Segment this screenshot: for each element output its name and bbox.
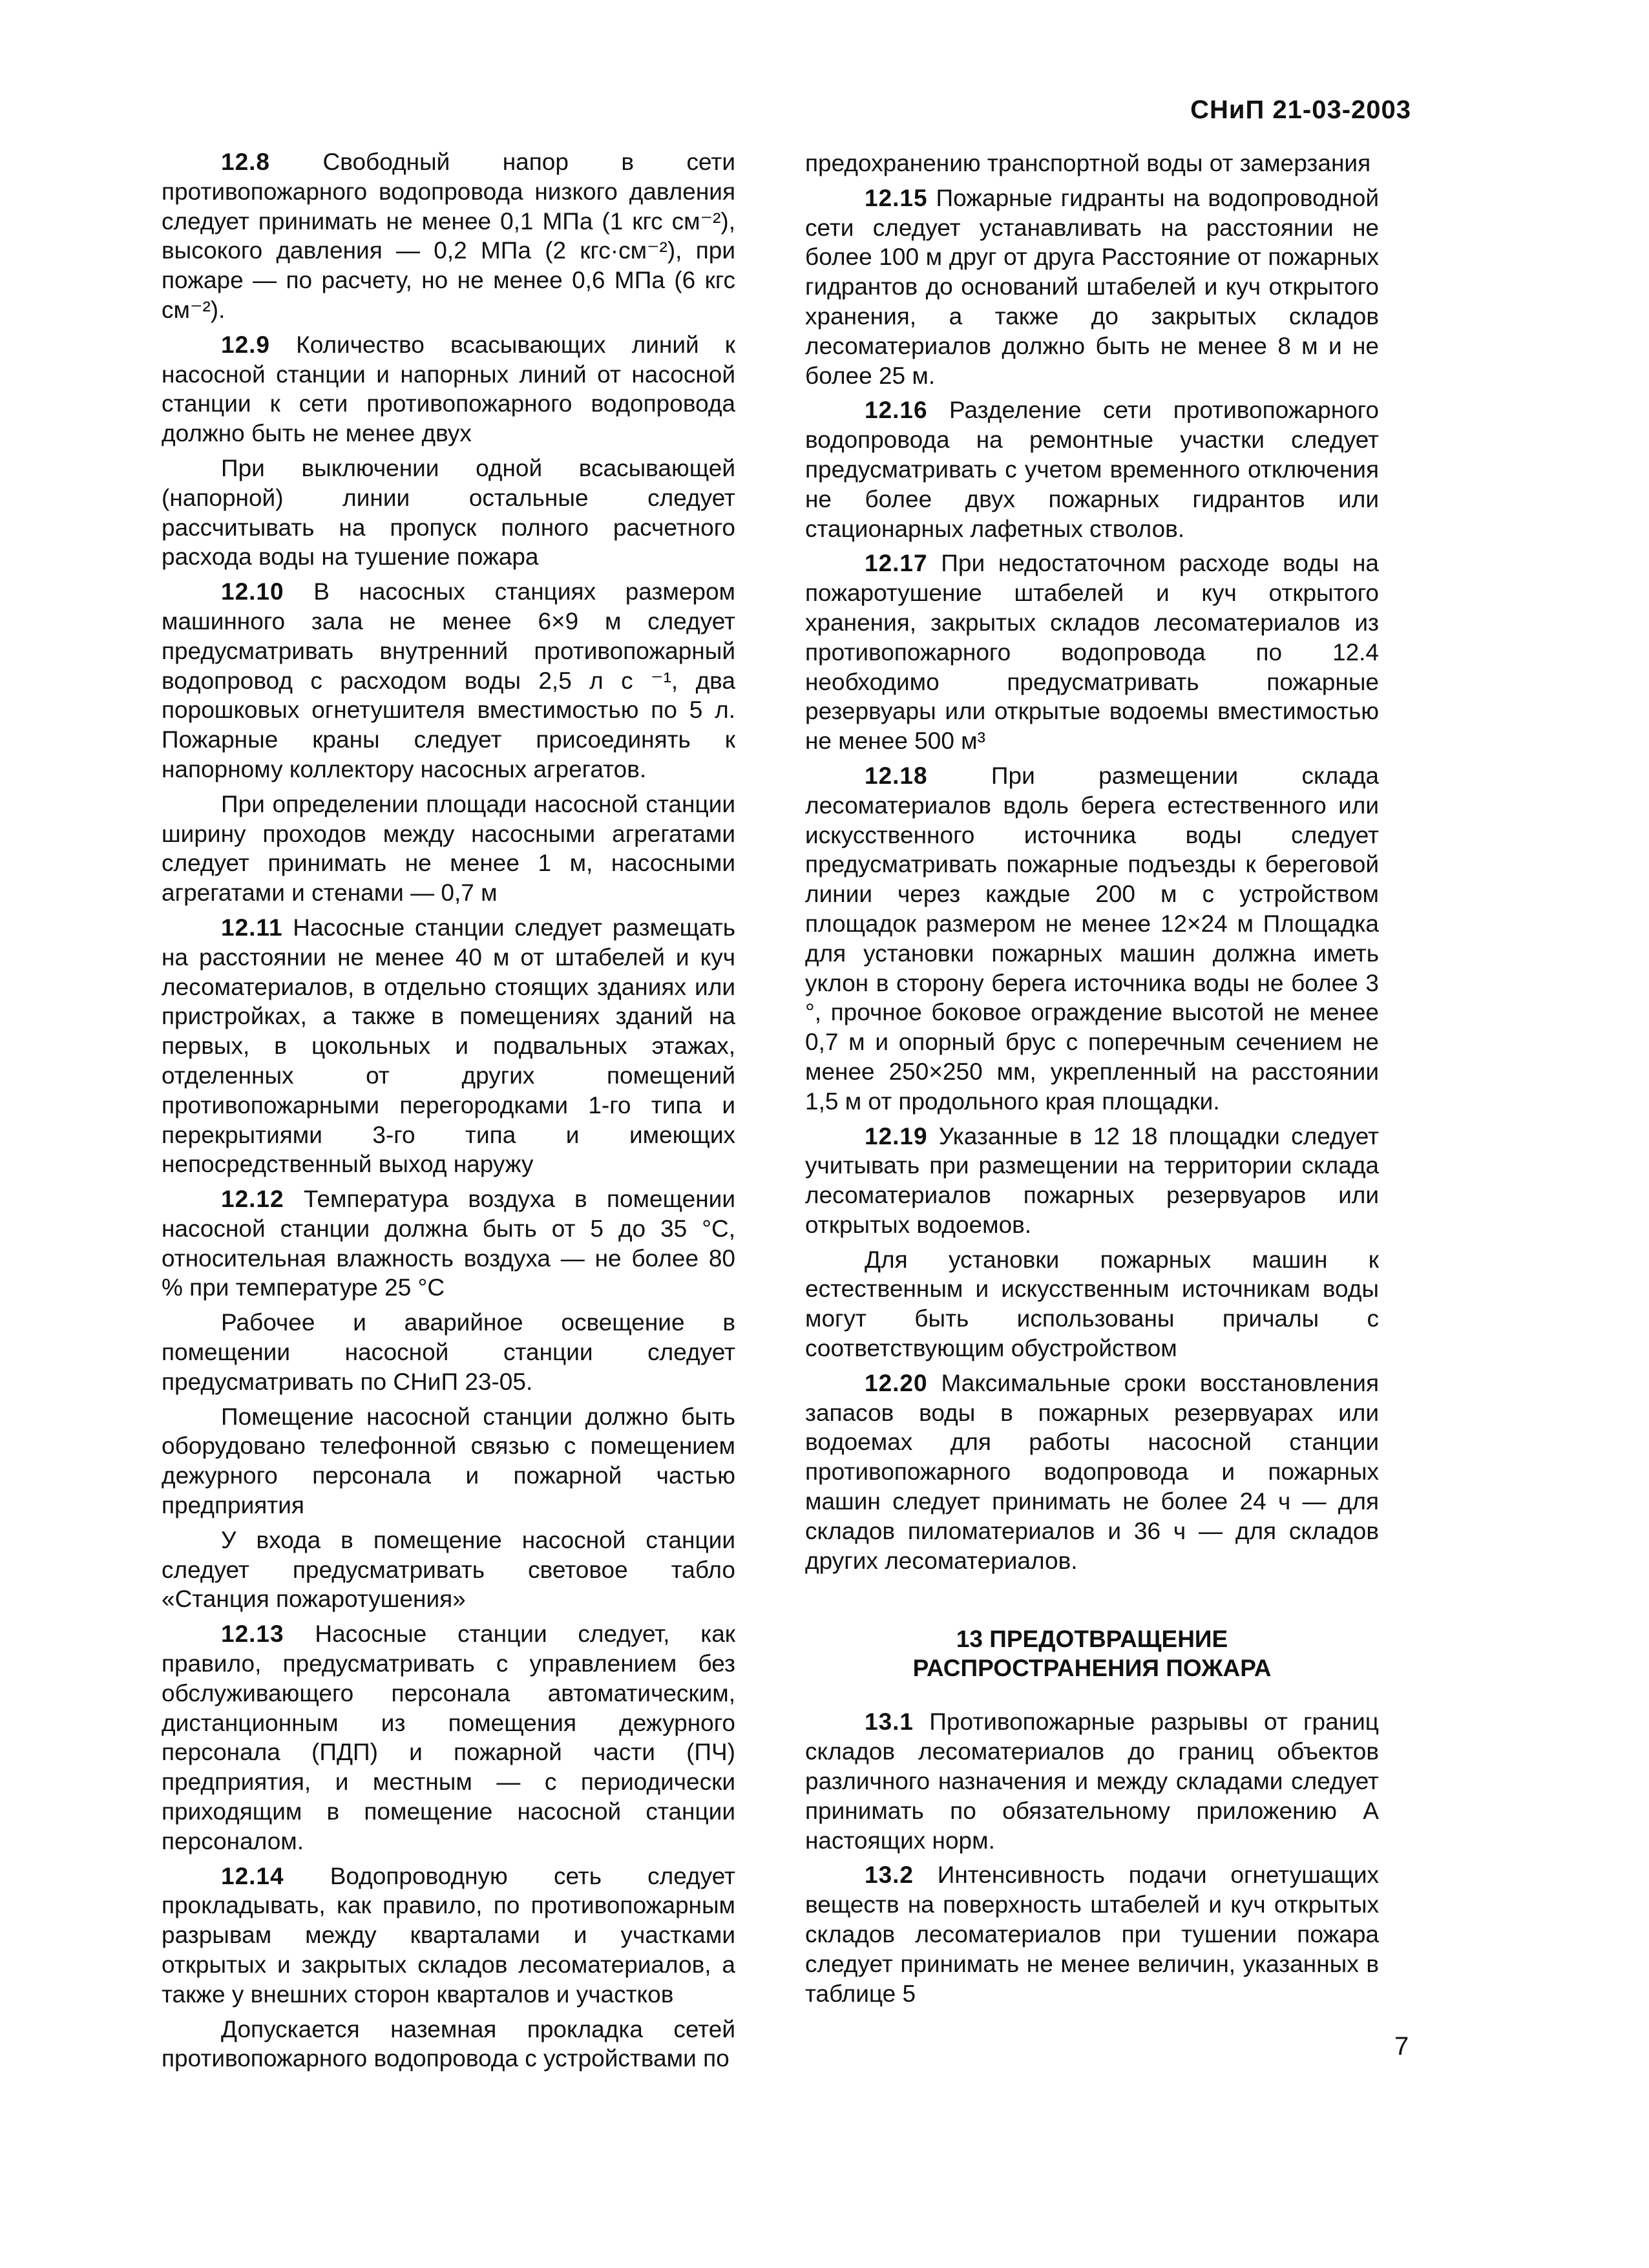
paragraph <box>162 790 735 908</box>
paragraph-text: Указанные в 12 18 площадки следует учитывать при размещении на территории склада лесоматериалов пожарных резервуаров или открытых водоемов. <box>805 1122 1379 1238</box>
page-number: 7 <box>1394 2032 1409 2061</box>
section-heading-13 <box>805 1624 1379 1683</box>
paragraph <box>805 761 1379 1117</box>
clause-number: 12.15 <box>865 184 928 211</box>
paragraph-text: Разделение сети противопожарного водопровода на ремонтные участки следует предусматривать с учетом временного отключения не более двух пожарных гидрантов или стационарных лафетных стволов. <box>805 397 1379 542</box>
clause-number: 12.14 <box>221 1862 284 1889</box>
paragraph-text: При недостаточном расходе воды на пожаротушение штабелей и куч открытого хранения, закрытых складов лесоматериалов из противопожарного водопровода по 12.4 необходимо предусматривать пожарные резервуары или открытые водоемы вместимостью не менее 500 м³ <box>805 550 1379 755</box>
paragraph-text: При размещении склада лесоматериалов вдоль берега естественного или искусственного источника воды следует предусматривать пожарные подъезды к береговой линии через каждые 200 м с устройством площадок размером не менее 12×24 м Площадка для установки пожарных машин должна иметь уклон в сторону берега источника воды не более 3 °, прочное боковое ограждение высотой не менее 0,7 м и опорный брус с поперечным сечением не менее 250×250 мм, укрепленный на расстоянии 1,5 м от продольного края площадки. <box>805 762 1379 1115</box>
paragraph-text: Насосные станции следует размещать на расстоянии не менее 40 м от штабелей и куч лесоматериалов, в отдельно стоящих зданиях или пристройках, а также в помещениях зданий на первых, в цокольных и подвальных этажах, отделенных от других помещений противопожарными перегородками 1-го типа и перекрытиями 3-го типа и имеющих непосредственный выход наружу <box>162 914 735 1178</box>
clause-number: 12.18 <box>865 762 928 789</box>
paragraph <box>162 454 735 572</box>
paragraph <box>805 1369 1379 1576</box>
paragraph <box>162 2015 735 2074</box>
paragraph <box>162 913 735 1179</box>
paragraph-text: Свободный напор в сети противопожарного водопровода низкого давления следует принимать не менее 0,1 МПа (1 кгс см⁻²), высокого давления — 0,2 МПа (2 кгс·см⁻²), при пожаре — по расчету, но не менее 0,6 МПа (6 кгс см⁻²). <box>162 149 735 323</box>
clause-number: 13.1 <box>865 1708 914 1736</box>
paragraph-text: При выключении одной всасывающей (напорной) линии остальные следует рассчитывать на пропуск полного расчетного расхода воды на тушение пожара <box>162 454 735 571</box>
paragraph-text: Противопожарные разрывы от границ складов лесоматериалов до границ объектов различного назначения и между складами следует принимать по обязательному приложению А настоящих норм. <box>805 1708 1379 1854</box>
clause-number: 12.8 <box>221 149 271 175</box>
paragraph <box>162 577 735 784</box>
paragraph <box>162 1308 735 1396</box>
paragraph-text: В насосных станциях размером машинного зала не менее 6×9 м следует предусматривать внутренний противопожарный водопровод с расходом воды 2,5 л с ⁻¹, два порошковых огнетушителя вместимостью по 5 л. Пожарные краны следует присоединять к напорному коллектору насосных агрегатов. <box>162 578 735 782</box>
clause-number: 12.11 <box>221 914 283 941</box>
clause-number: 12.12 <box>221 1186 284 1213</box>
clause-number: 13.2 <box>865 1862 914 1889</box>
paragraph-text: Количество всасывающих линий к насосной станции и напорных линий от насосной станции к сети противопожарного водопровода должно быть не менее двух <box>162 331 735 447</box>
paragraph <box>805 1245 1379 1363</box>
right-text-column <box>805 149 1379 2013</box>
paragraph-text: Допускается наземная прокладка сетей противопожарного водопровода с устройствами по <box>162 2015 735 2072</box>
paragraph-text: Пожарные гидранты на водопроводной сети следует устанавливать на расстоянии не более 100 м друг от друга Расстояние от пожарных гидрантов до оснований штабелей и куч открытого хранения, а также до закрытых складов лесоматериалов должно быть не менее 8 м и не более 25 м. <box>805 184 1379 389</box>
paragraph-text: Для установки пожарных машин к естественным и искусственным источникам воды могут быть использованы причалы с соответствующим обустройством <box>805 1246 1379 1362</box>
document-code-header: СНиП 21-03-2003 <box>1190 96 1411 124</box>
paragraph-text: Насосные станции следует, как правило, предусматривать с управлением без обслуживающего персонала автоматическим, дистанционным из помещения дежурного персонала (ПДП) и пожарной части (ПЧ) предприятия, и местным — с периодически приходящим в помещение насосной станции персоналом. <box>162 1621 735 1854</box>
paragraph <box>162 330 735 448</box>
paragraph-text: Водопроводную сеть следует прокладывать, как правило, по противопожарным разрывам между кварталами и участками открытых и закрытых складов лесоматериалов, а также у внешних сторон кварталов и участков <box>162 1862 735 2008</box>
paragraph-text: При определении площади насосной станции ширину проходов между насосными агрегатами следует принимать не менее 1 м, насосными агрегатами и стенами — 0,7 м <box>162 790 735 907</box>
paragraph <box>162 1862 735 2010</box>
clause-number: 12.9 <box>221 331 271 358</box>
clause-number: 12.17 <box>865 550 928 577</box>
paragraph-text: Рабочее и аварийное освещение в помещении насосной станции следует предусматривать по СНиП 23-05. <box>162 1309 735 1395</box>
clause-number: 12.19 <box>865 1122 928 1150</box>
left-text-column <box>162 147 735 2079</box>
clause-number: 12.16 <box>865 397 928 424</box>
paragraph <box>805 149 1379 178</box>
paragraph-text: У входа в помещение насосной станции следует предусматривать световое табло «Станция пожаротушения» <box>162 1526 735 1613</box>
paragraph-text: предохранению транспортной воды от замерзания <box>805 150 1371 176</box>
paragraph-text: Температура воздуха в помещении насосной станции должна быть от 5 до 35 °С, относительная влажность воздуха — не более 80 % при температуре 25 °С <box>162 1186 735 1301</box>
paragraph <box>805 395 1379 543</box>
section-heading-line-1: 13 ПРЕДОТВРАЩЕНИЕ <box>956 1626 1228 1653</box>
clause-number: 12.10 <box>221 578 284 605</box>
paragraph <box>805 549 1379 756</box>
right-column-paragraphs-top <box>805 149 1379 1575</box>
clause-number: 12.20 <box>865 1369 928 1396</box>
right-column-paragraphs-bottom <box>805 1707 1379 2008</box>
paragraph <box>162 1184 735 1303</box>
paragraph-text: Помещение насосной станции должно быть оборудовано телефонной связью с помещением дежурного персонала и пожарной частью предприятия <box>162 1403 735 1519</box>
paragraph <box>805 1860 1379 2008</box>
paragraph <box>162 147 735 325</box>
paragraph-text: Максимальные сроки восстановления запасов воды в пожарных резервуарах или водоемах для работы насосной станции противопожарного водопровода и пожарных машин следует принимать не более 24 ч — для складов пиломатериалов и 36 ч — для складов других лесоматериалов. <box>805 1369 1379 1574</box>
clause-number: 12.13 <box>221 1621 284 1648</box>
section-heading-line-2: РАСПРОСТРАНЕНИЯ ПОЖАРА <box>912 1655 1272 1682</box>
paragraph <box>805 1707 1379 1855</box>
paragraph <box>805 184 1379 391</box>
paragraph <box>162 1526 735 1614</box>
paragraph <box>805 1122 1379 1240</box>
paragraph <box>162 1619 735 1856</box>
paragraph <box>162 1402 735 1520</box>
paragraph-text: Интенсивность подачи огнетушащих веществ на поверхность штабелей и куч открытых складов лесоматериалов при тушении пожара следует принимать не менее величин, указанных в таблице 5 <box>805 1862 1379 2007</box>
